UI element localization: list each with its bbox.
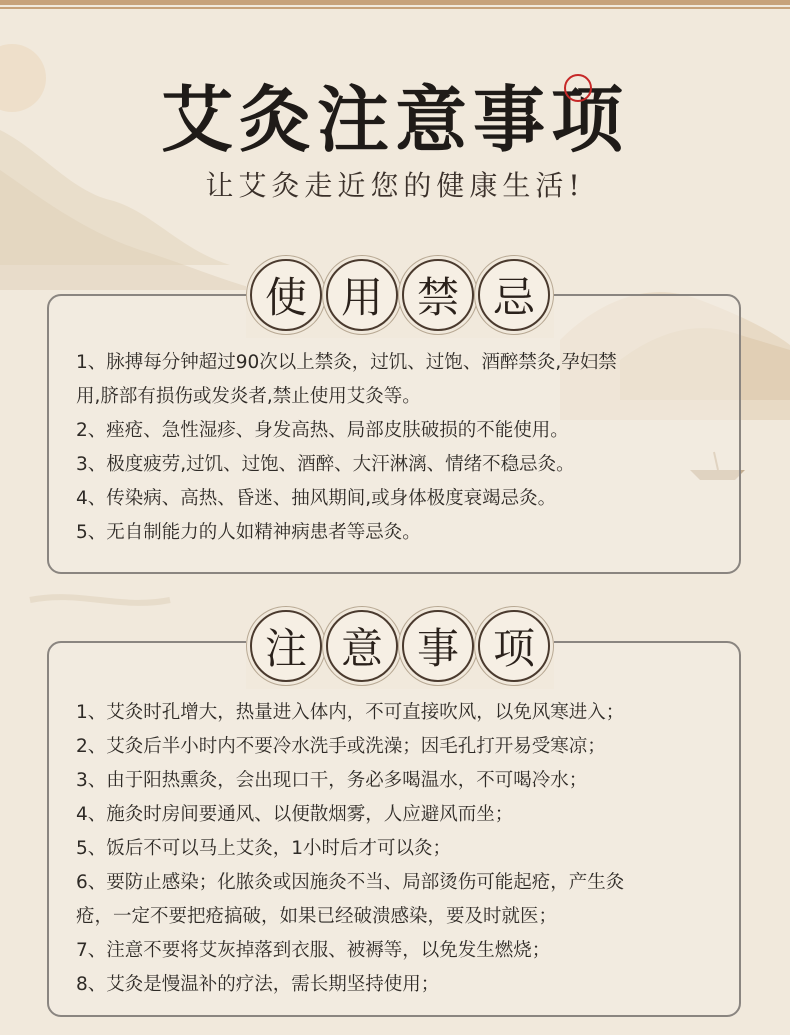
list-item: 3、极度疲劳,过饥、过饱、酒醉、大汗淋漓、情绪不稳忌灸。 [76,454,575,475]
list-item: 1、脉搏每分钟超过90次以上禁灸，过饥、过饱、酒醉禁灸,孕妇禁 [76,352,617,373]
list-item: 2、艾灸后半小时内不要冷水洗手或洗澡；因毛孔打开易受寒凉； [76,736,606,757]
list-item: 3、由于阳热熏灸，会出现口干，务必多喝温水，不可喝冷水； [76,770,588,791]
list-item: 2、痤疮、急性湿疹、身发高热、局部皮肤破损的不能使用。 [76,420,569,441]
page-title: 艾灸注意事项 [160,77,629,162]
precautions-heading [246,603,554,689]
heading-char: 禁 [402,259,474,331]
list-item: 5、饭后不可以马上艾灸，1小时后才可以灸； [76,838,452,859]
page-subtitle: 让艾灸走近您的健康生活! [205,169,585,202]
list-item: 5、无自制能力的人如精神病患者等忌灸。 [76,522,421,543]
heading-char: 用 [326,259,398,331]
heading-char: 注 [250,610,322,682]
list-item: 6、要防止感染；化脓灸或因施灸不当、局部烫伤可能起疮，产生灸 [76,872,625,893]
list-item: 4、施灸时房间要通风、以便散烟雾，人应避风而坐； [76,804,514,825]
heading-char: 忌 [478,259,550,331]
list-item: 1、艾灸时孔增大，热量进入体内，不可直接吹风，以免风寒进入； [76,702,625,723]
heading-char: 使 [250,259,322,331]
heading-char: 事 [402,610,474,682]
cloud-mist [30,597,170,603]
heading-char: 项 [478,610,550,682]
list-item: 7、注意不要将艾灰掉落到衣服、被褥等，以免发生燃烧； [76,940,551,961]
list-item: 用,脐部有损伤或发炎者,禁止使用艾灸等。 [76,386,421,407]
list-item: 4、传染病、高热、昏迷、抽风期间,或身体极度衰竭忌灸。 [76,488,557,509]
red-seal-icon [564,74,592,102]
heading-char: 意 [326,610,398,682]
list-item: 8、艾灸是慢温补的疗法，需长期坚持使用； [76,974,440,995]
contraindications-heading [246,252,554,338]
contraindications-list [76,346,617,550]
precautions-list [76,696,624,1002]
list-item: 疮，一定不要把疮搞破，如果已经破溃感染，要及时就医； [76,906,558,927]
